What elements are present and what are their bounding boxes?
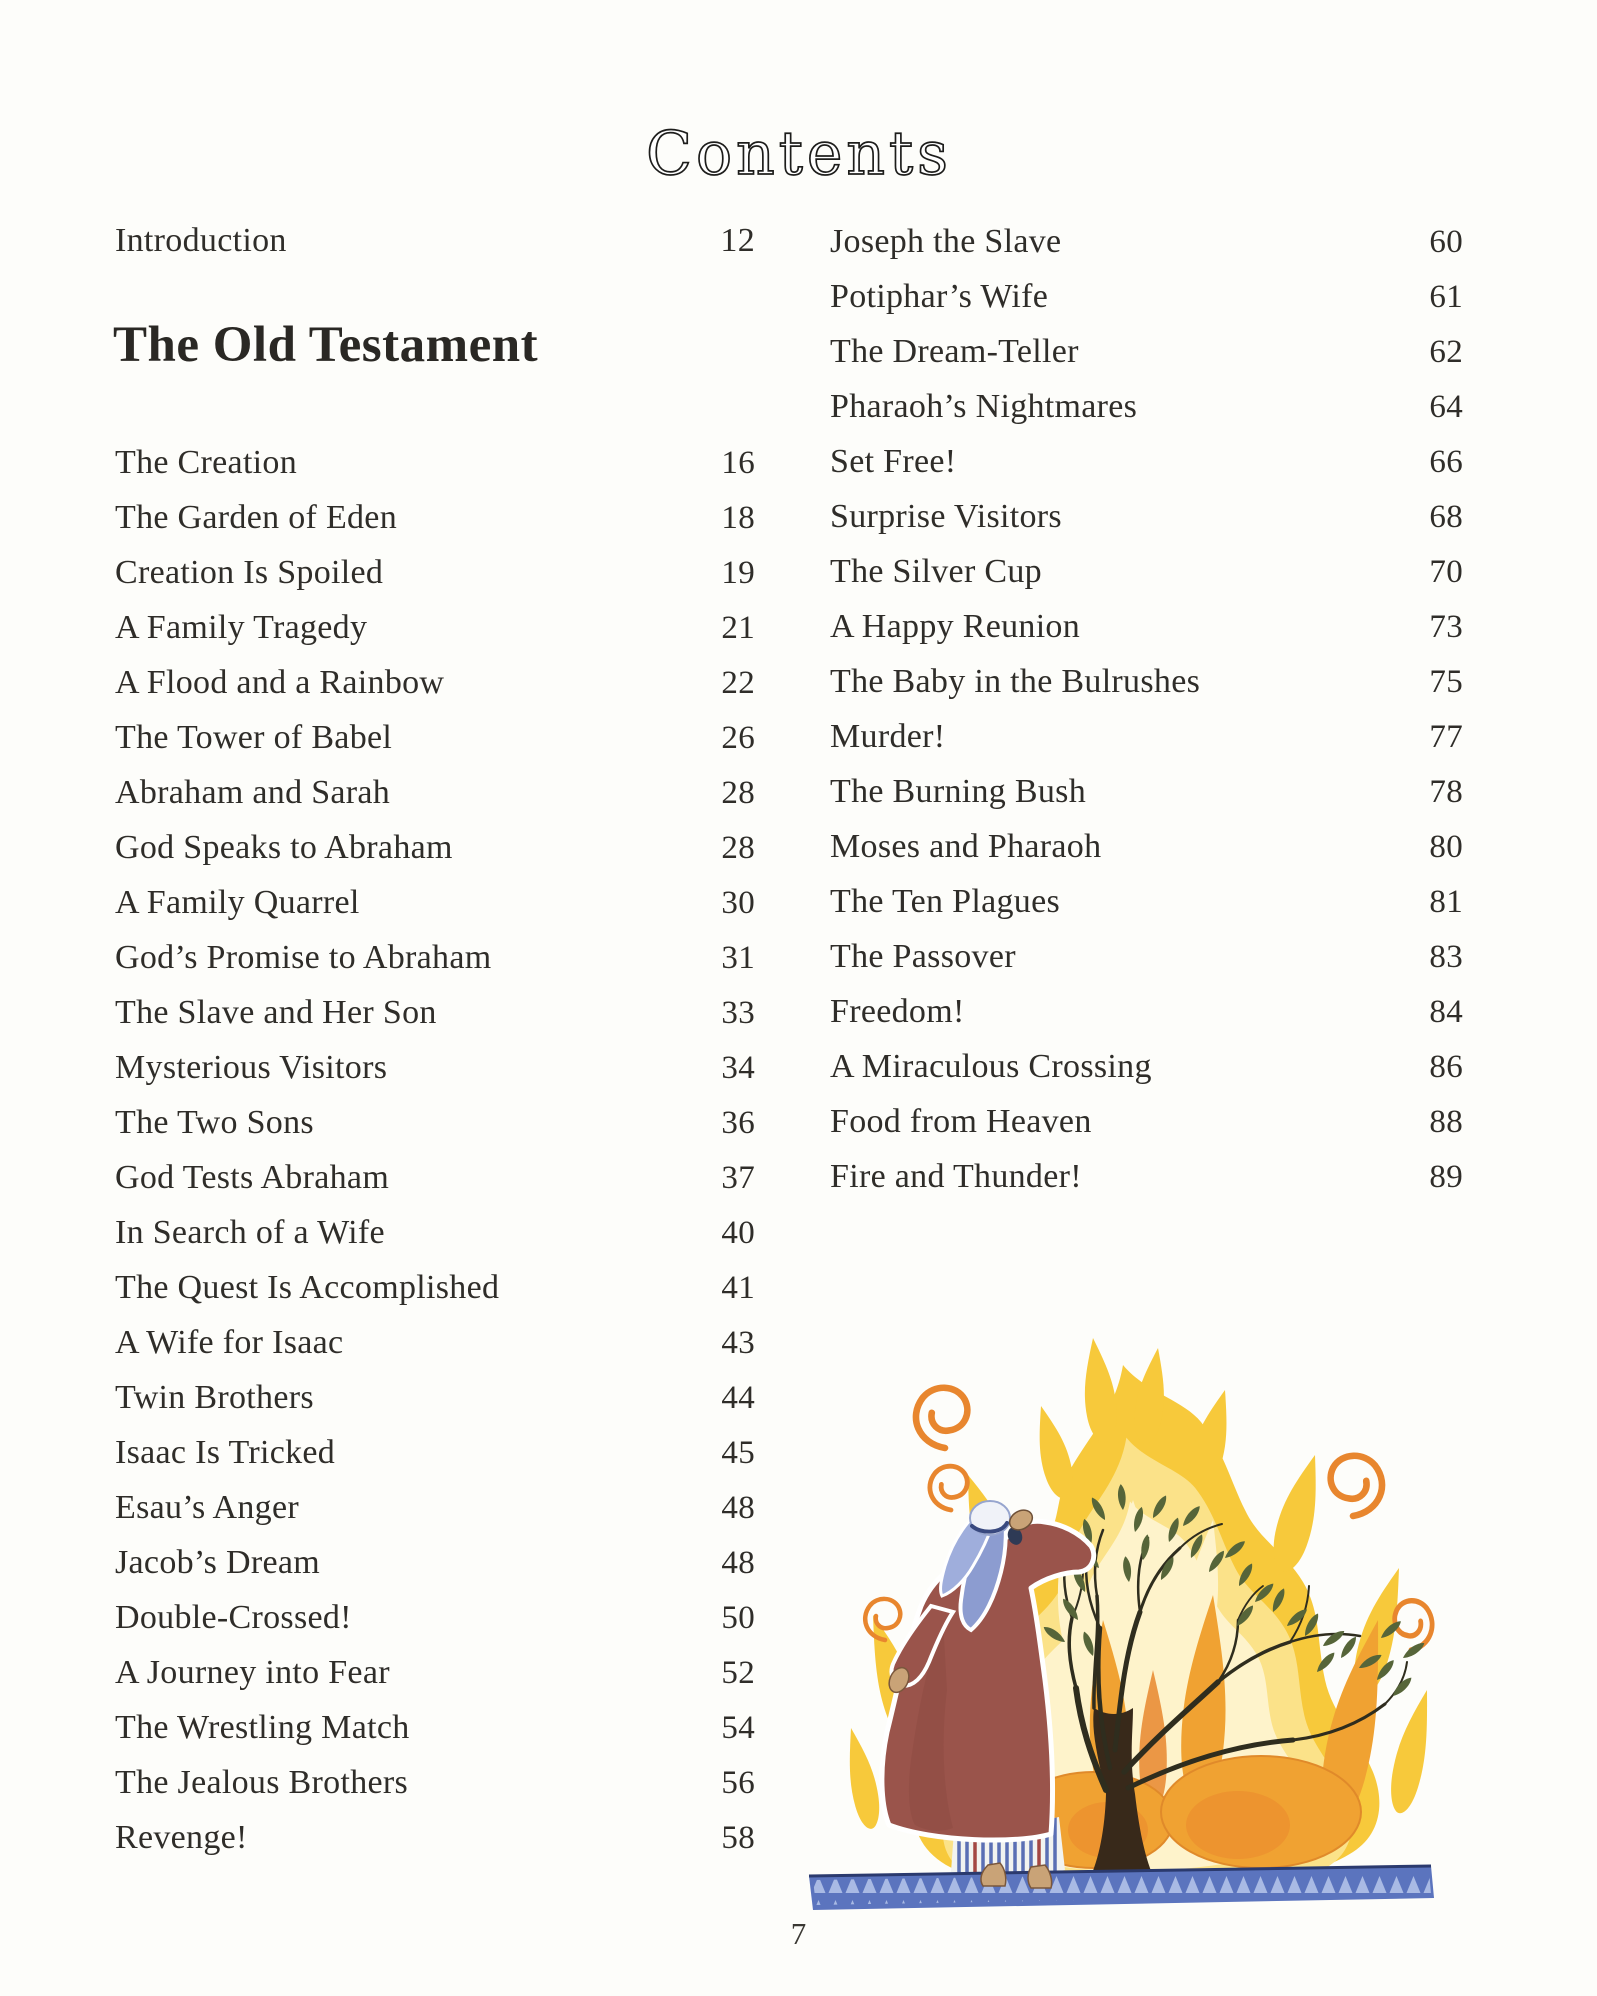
- toc-entry-title: Jacob’s Dream: [115, 1544, 320, 1581]
- toc-entry: [830, 718, 1463, 773]
- toc-entry-page: 44: [721, 1380, 755, 1416]
- toc-entry-page: 28: [721, 830, 755, 866]
- toc-entry: [830, 278, 1463, 333]
- toc-entry: [115, 1159, 755, 1214]
- toc-entry: [115, 1654, 755, 1709]
- toc-column-left: [115, 444, 755, 1874]
- toc-entry-title: A Journey into Fear: [115, 1654, 390, 1691]
- toc-entry-title: The Quest Is Accomplished: [115, 1269, 500, 1306]
- toc-entry-page: 81: [1429, 884, 1463, 920]
- toc-entry-title: A Flood and a Rainbow: [115, 664, 445, 701]
- toc-entry: [830, 773, 1463, 828]
- toc-entry-title: Set Free!: [830, 443, 957, 480]
- toc-entry-page: 70: [1429, 554, 1463, 590]
- toc-entry: [115, 499, 755, 554]
- toc-entry-title: The Jealous Brothers: [115, 1764, 409, 1801]
- toc-entry-page: 41: [721, 1270, 755, 1306]
- folio-page-number: 7: [790, 1916, 807, 1951]
- toc-entry-page: 22: [721, 665, 755, 701]
- toc-entry-title: Surprise Visitors: [830, 498, 1062, 535]
- toc-entry: [830, 883, 1463, 938]
- toc-entry-title: Food from Heaven: [830, 1103, 1092, 1140]
- toc-entry: [830, 1158, 1463, 1213]
- toc-entry-title: Mysterious Visitors: [115, 1049, 388, 1086]
- toc-entry-title: A Happy Reunion: [830, 608, 1081, 645]
- toc-entry-page: 48: [721, 1490, 755, 1526]
- toc-entry-title: A Family Tragedy: [115, 609, 368, 646]
- toc-entry: [115, 1709, 755, 1764]
- toc-entry: [115, 609, 755, 664]
- toc-entry-title: A Family Quarrel: [115, 884, 360, 921]
- toc-entry-title: Esau’s Anger: [115, 1489, 299, 1526]
- toc-entry-title: God Speaks to Abraham: [115, 829, 453, 866]
- toc-entry-title: The Creation: [115, 444, 298, 481]
- toc-entry-page: 16: [721, 445, 755, 481]
- toc-entry: [830, 608, 1463, 663]
- toc-entry-title: Moses and Pharaoh: [830, 828, 1102, 865]
- toc-entry-title: Murder!: [830, 718, 946, 755]
- toc-entry-title: The Dream-Teller: [830, 333, 1079, 370]
- toc-entry-title: God Tests Abraham: [115, 1159, 390, 1196]
- toc-entry-page: 54: [721, 1710, 755, 1746]
- toc-entry-page: 68: [1429, 499, 1463, 535]
- toc-entry: [115, 554, 755, 609]
- toc-entry: [115, 994, 755, 1049]
- toc-entry-title: Pharaoh’s Nightmares: [830, 388, 1138, 425]
- toc-entry-page: 75: [1429, 664, 1463, 700]
- toc-entry: [830, 333, 1463, 388]
- toc-entry: [115, 444, 755, 499]
- toc-entry-page: 80: [1429, 829, 1463, 865]
- section-heading: The Old Testament: [113, 317, 539, 373]
- toc-entry: [830, 1048, 1463, 1103]
- toc-entry: [830, 223, 1463, 278]
- toc-entry-title: Creation Is Spoiled: [115, 554, 384, 591]
- toc-entry: [830, 993, 1463, 1048]
- toc-entry: [115, 884, 755, 939]
- page-title-wrap: [0, 108, 1597, 200]
- toc-entry-page: 37: [721, 1160, 755, 1196]
- toc-entry: [115, 1049, 755, 1104]
- toc-entry: [115, 1764, 755, 1819]
- page-title-art: [559, 108, 1039, 200]
- toc-entry-page: 36: [721, 1105, 755, 1141]
- toc-entry-introduction: [115, 222, 755, 260]
- toc-entry: [115, 1434, 755, 1489]
- toc-entry: [830, 1103, 1463, 1158]
- toc-entry-title: Potiphar’s Wife: [830, 278, 1049, 315]
- toc-entry-page: 61: [1429, 279, 1463, 315]
- toc-entry-page: 56: [721, 1765, 755, 1801]
- toc-entry-title: Joseph the Slave: [830, 223, 1062, 260]
- toc-entry-page: 28: [721, 775, 755, 811]
- toc-entry-title: The Wrestling Match: [115, 1709, 410, 1746]
- toc-entry: [115, 1599, 755, 1654]
- toc-entry-page: 66: [1429, 444, 1463, 480]
- toc-entry-page: 84: [1429, 994, 1463, 1030]
- toc-entry-page: 18: [721, 500, 755, 536]
- toc-entry-page: 86: [1429, 1049, 1463, 1085]
- toc-entry-title: A Miraculous Crossing: [830, 1048, 1152, 1085]
- toc-entry-title: A Wife for Isaac: [115, 1324, 344, 1361]
- toc-entry: [830, 388, 1463, 443]
- toc-entry-title: The Ten Plagues: [830, 883, 1060, 920]
- toc-entry: [830, 828, 1463, 883]
- toc-entry: [830, 443, 1463, 498]
- toc-entry-page: 77: [1429, 719, 1463, 755]
- toc-entry-page: 89: [1429, 1159, 1463, 1195]
- toc-entry-title: The Silver Cup: [830, 553, 1042, 590]
- toc-entry: [115, 939, 755, 994]
- toc-entry: [830, 938, 1463, 993]
- toc-entry-page: 73: [1429, 609, 1463, 645]
- toc-entry-page: 34: [721, 1050, 755, 1086]
- toc-entry-page: 48: [721, 1545, 755, 1581]
- toc-entry-title: The Garden of Eden: [115, 499, 397, 536]
- toc-entry-page: 58: [721, 1820, 755, 1856]
- toc-entry-page: 31: [721, 940, 755, 976]
- toc-entry-title: Revenge!: [115, 1819, 248, 1856]
- burning-bush-illustration: [793, 1320, 1443, 1930]
- toc-entry-page: 83: [1429, 939, 1463, 975]
- toc-entry: [115, 1214, 755, 1269]
- toc-entry-title: The Baby in the Bulrushes: [830, 663, 1201, 700]
- toc-entry-title: The Slave and Her Son: [115, 994, 437, 1031]
- page-title: Contents: [645, 119, 952, 189]
- toc-entry: [115, 664, 755, 719]
- toc-entry: [115, 1819, 755, 1874]
- toc-entry-page: 62: [1429, 334, 1463, 370]
- toc-entry: [115, 1269, 755, 1324]
- toc-entry-title: The Tower of Babel: [115, 719, 393, 756]
- toc-entry: [115, 1489, 755, 1544]
- toc-entry-page: 78: [1429, 774, 1463, 810]
- toc-entry: [115, 1544, 755, 1599]
- toc-entry: [115, 1324, 755, 1379]
- toc-entry: [830, 663, 1463, 718]
- toc-entry-title: Twin Brothers: [115, 1379, 314, 1416]
- toc-entry: [830, 498, 1463, 553]
- toc-entry: [115, 774, 755, 829]
- toc-entry: [830, 553, 1463, 608]
- toc-entry-title: In Search of a Wife: [115, 1214, 385, 1251]
- toc-entry-page: 43: [721, 1325, 755, 1361]
- toc-entry-page: 60: [1429, 224, 1463, 260]
- toc-entry-title: The Passover: [830, 938, 1016, 975]
- toc-entry-page: 33: [721, 995, 755, 1031]
- toc-entry-page: 50: [721, 1600, 755, 1636]
- toc-entry-title: God’s Promise to Abraham: [115, 939, 492, 976]
- toc-entry-title: Fire and Thunder!: [830, 1158, 1082, 1195]
- toc-entry-title: Introduction: [115, 222, 287, 259]
- toc-entry: [115, 719, 755, 774]
- toc-entry-title: Freedom!: [830, 993, 965, 1030]
- toc-entry-page: 21: [721, 610, 755, 646]
- toc-entry-page: 64: [1429, 389, 1463, 425]
- toc-entry-page: 40: [721, 1215, 755, 1251]
- toc-entry: [115, 829, 755, 884]
- toc-entry-title: Abraham and Sarah: [115, 774, 391, 811]
- toc-entry-page: 88: [1429, 1104, 1463, 1140]
- toc-entry-title: Double-Crossed!: [115, 1599, 352, 1636]
- toc-entry-page: 12: [720, 222, 755, 259]
- toc-entry-title: Isaac Is Tricked: [115, 1434, 336, 1471]
- ground-band: [809, 1866, 1434, 1910]
- toc-column-right: [830, 223, 1463, 1213]
- toc-entry-page: 19: [721, 555, 755, 591]
- illustration-wrap: [793, 1320, 1443, 1930]
- toc-entry-page: 52: [721, 1655, 755, 1691]
- toc-entry: [115, 1104, 755, 1159]
- toc-entry-title: The Burning Bush: [830, 773, 1087, 810]
- toc-entry-title: The Two Sons: [115, 1104, 314, 1141]
- toc-entry-page: 26: [721, 720, 755, 756]
- toc-entry-page: 30: [721, 885, 755, 921]
- toc-entry-page: 45: [721, 1435, 755, 1471]
- toc-entry: [115, 1379, 755, 1434]
